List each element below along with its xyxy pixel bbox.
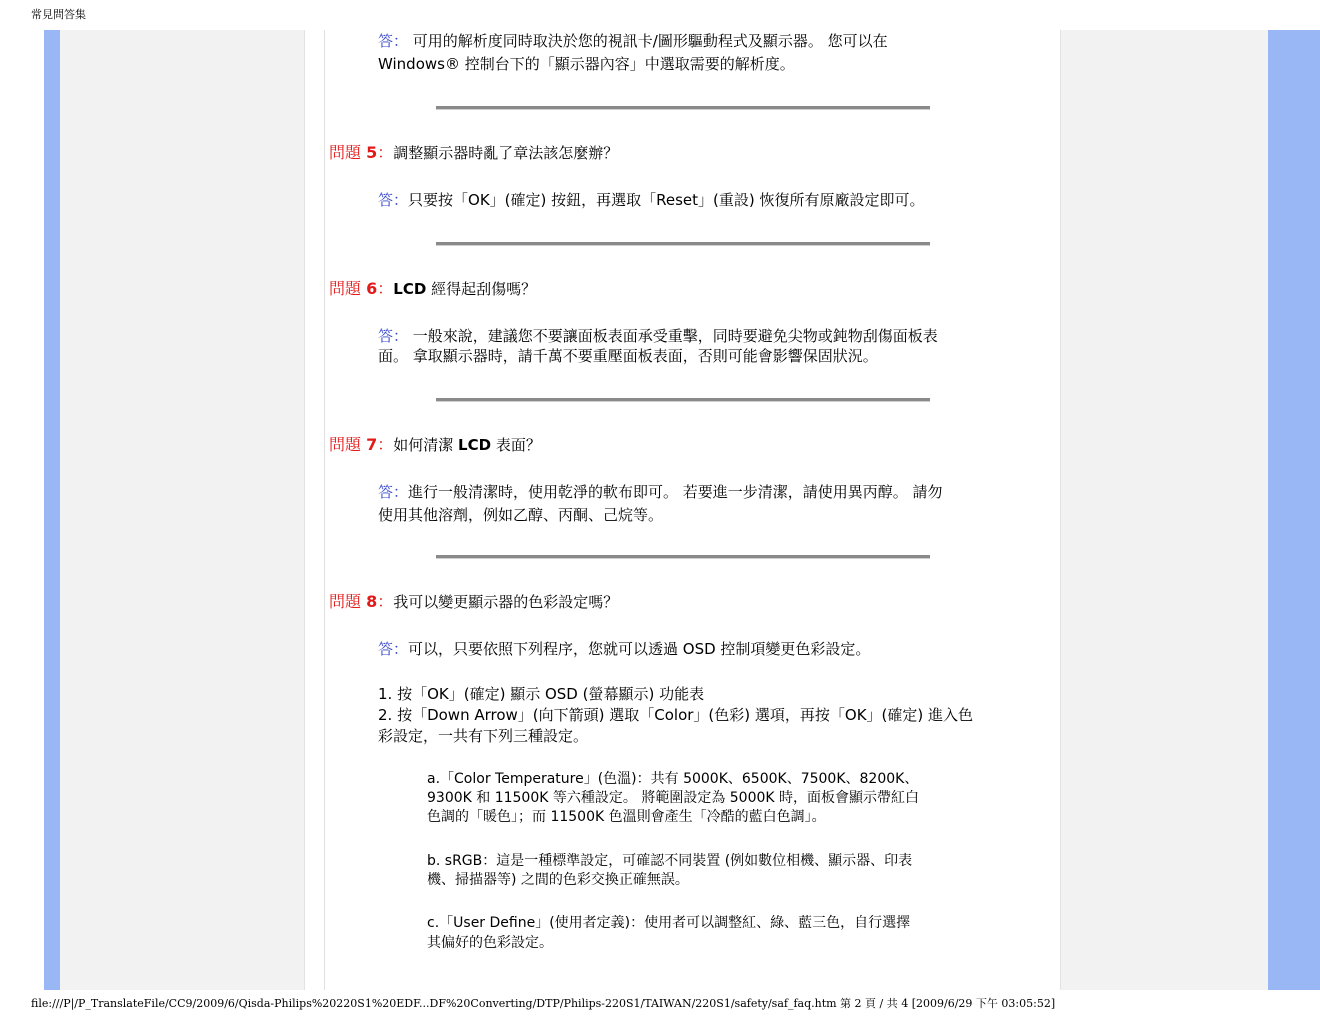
question-text: 如何清潔 (393, 436, 459, 454)
question-text-end: 表面？ (491, 436, 541, 454)
option-a: a.「Color Temperature」(色溫)：共有 5000K、6500K、7500K、8200K、 (427, 771, 919, 787)
answer-label: 答： (378, 483, 409, 501)
answer-label: 答： (378, 191, 409, 209)
answer-text: 只要按「OK」(確定) 按鈕，再選取「Reset」(重設) 恢復所有原廠設定即可。 (408, 191, 925, 209)
question-bold-term: LCD (458, 436, 492, 454)
option-b-line-2: 機、掃描器等) 之間的色彩交換正確無誤。 (427, 872, 689, 888)
question-text: 調整顯示器時亂了章法該怎麼辦？ (393, 144, 619, 162)
option-a-line-2: 9300K 和 11500K 等六種設定。 將範圍設定為 5000K 時，面板會顯示帶紅白 (427, 790, 920, 806)
question-6 (329, 278, 536, 300)
question-colon: ： (377, 279, 394, 298)
page-header-title: 常見問答集 (31, 8, 86, 21)
question-label: 問題 (329, 592, 362, 611)
answer-5 (378, 189, 925, 211)
divider (436, 555, 930, 559)
question-text: 經得起刮傷嗎？ (426, 280, 537, 298)
answer-7 (378, 481, 943, 503)
question-colon: ： (377, 143, 394, 162)
answer-text: 可以，只要依照下列程序，您就可以透過 OSD 控制項變更色彩設定。 (408, 640, 871, 658)
question-label: 問題 (329, 435, 362, 454)
question-label: 問題 (329, 279, 362, 298)
left-gray-panel (60, 30, 305, 990)
option-b: b. sRGB：這是一種標準設定，可確認不同裝置 (例如數位相機、顯示器、印表 (427, 853, 913, 869)
answer-text: 進行一般清潔時，使用乾淨的軟布即可。 若要進一步清潔，請使用異丙醇。 請勿 (408, 483, 943, 501)
answer-6-line-2: 面。 拿取顯示器時，請千萬不要重壓面板表面，否則可能會影響保固狀況。 (378, 347, 878, 365)
page-footer-path: file:///P|/P_TranslateFile/CC9/2009/6/Qisda-Philips%20220S1%20EDF...DF%20Converting/DTP/Philips-220S1/TAIWAN/220S1/safety/saf_faq.htm 第 2 頁 / 共 4 [2009/6/29 下午 03:05:52] (31, 997, 1056, 1010)
answer-4-line-2: Windows® 控制台下的「顯示器內容」中選取需要的解析度。 (378, 55, 795, 73)
option-a-line-3: 色調的「暖色」；而 11500K 色溫則會產生「冷酷的藍白色調」。 (427, 809, 826, 825)
answer-8 (378, 638, 870, 660)
left-blue-band (44, 30, 60, 990)
answer-text: 可用的解析度同時取決於您的視訊卡/圖形驅動程式及顯示器。 您可以在 (408, 32, 888, 50)
divider (436, 106, 930, 110)
option-c-line-2: 其偏好的色彩設定。 (427, 935, 553, 951)
step-2: 2. 按「Down Arrow」(向下箭頭) 選取「Color」(色彩) 選項，再按「OK」(確定) 進入色 (378, 706, 974, 724)
answer-4 (378, 30, 888, 52)
answer-6 (378, 325, 938, 347)
question-label: 問題 (329, 143, 362, 162)
right-blue-band (1268, 30, 1320, 990)
question-number: 6 (366, 279, 378, 298)
divider (436, 242, 930, 246)
question-number: 7 (366, 435, 378, 454)
question-7 (329, 434, 541, 456)
question-text: 我可以變更顯示器的色彩設定嗎？ (393, 593, 619, 611)
question-8 (329, 591, 618, 613)
option-c: c.「User Define」(使用者定義)：使用者可以調整紅、綠、藍三色，自行選擇 (427, 915, 911, 931)
content-left-rule (324, 30, 325, 990)
answer-label: 答： (378, 32, 409, 50)
answer-7-line-2: 使用其他溶劑，例如乙醇、丙酮、己烷等。 (378, 506, 664, 524)
answer-label: 答： (378, 327, 409, 345)
step-1: 1. 按「OK」(確定) 顯示 OSD (螢幕顯示) 功能表 (378, 685, 705, 703)
answer-label: 答： (378, 640, 409, 658)
step-2-line-2: 彩設定，一共有下列三種設定。 (378, 727, 589, 745)
divider (436, 398, 930, 402)
right-gray-panel (1060, 30, 1268, 990)
question-colon: ： (377, 592, 394, 611)
question-colon: ： (377, 435, 394, 454)
question-5 (329, 142, 618, 164)
question-number: 5 (366, 143, 378, 162)
question-bold-term: LCD (393, 280, 427, 298)
question-number: 8 (366, 592, 378, 611)
answer-text: 一般來說，建議您不要讓面板表面承受重擊，同時要避免尖物或鈍物刮傷面板表 (408, 327, 938, 345)
